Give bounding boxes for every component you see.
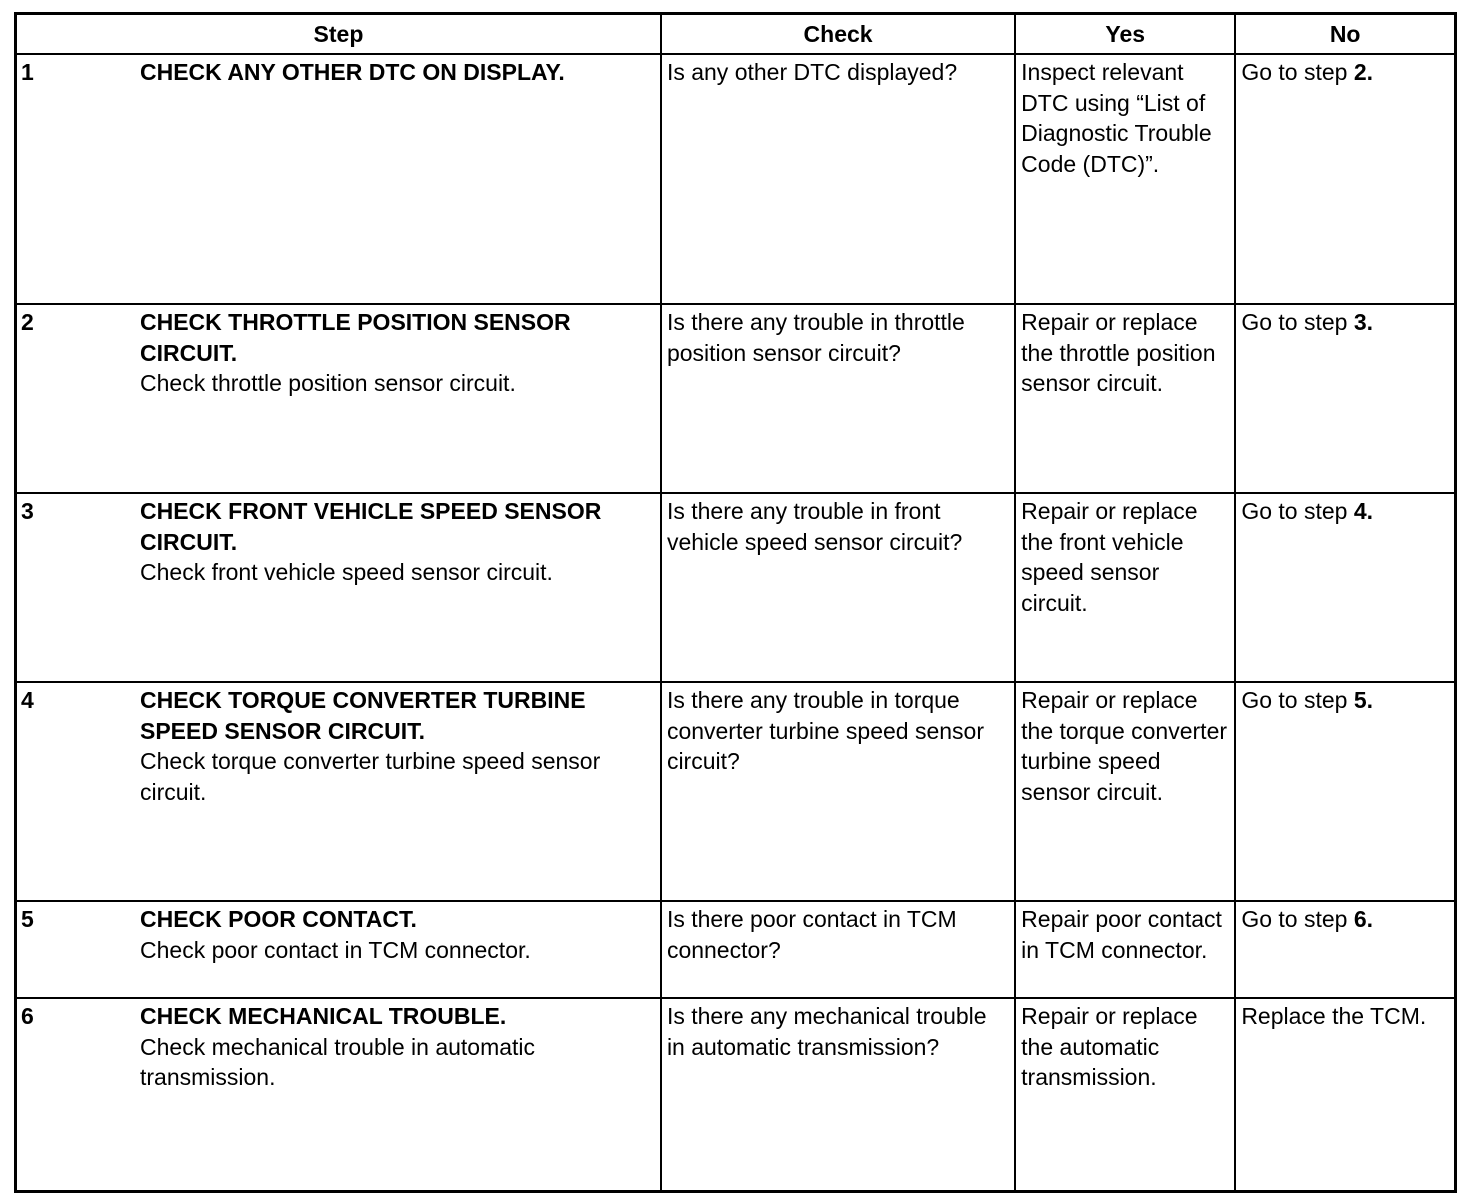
check-cell — [661, 304, 1015, 493]
step-number: 1 — [21, 59, 34, 85]
step-description: Check front vehicle speed sensor circuit. — [140, 559, 553, 585]
no-cell — [1235, 901, 1455, 998]
step-number: 4 — [21, 687, 34, 713]
table-row — [16, 54, 1456, 304]
step-cell — [16, 493, 661, 682]
no-cell — [1235, 54, 1455, 304]
table-row — [16, 493, 1456, 682]
step-description: Check torque converter turbine speed sensor circuit. — [140, 748, 601, 805]
no-cell — [1235, 998, 1455, 1191]
header-row — [16, 14, 1456, 55]
step-cell — [16, 682, 661, 901]
step-number: 2 — [21, 309, 34, 335]
header-step: Step — [16, 14, 661, 55]
step-title: CHECK MECHANICAL TROUBLE. — [140, 1003, 507, 1029]
check-cell — [661, 901, 1015, 998]
no-step-ref: 6. — [1353, 906, 1374, 932]
no-step-ref: 5. — [1353, 687, 1374, 713]
check-text: Is there any trouble in throttle position sensor circuit? — [666, 309, 965, 366]
header-no: No — [1235, 14, 1455, 55]
check-cell — [661, 493, 1015, 682]
check-text: Is any other DTC displayed? — [666, 59, 958, 85]
yes-cell — [1015, 682, 1235, 901]
no-text: Go to step — [1241, 687, 1348, 713]
step-description: Check mechanical trouble in automatic transmission. — [140, 1033, 536, 1090]
no-step-ref: 4. — [1353, 498, 1374, 524]
no-text: Replace the TCM. — [1241, 1003, 1427, 1029]
step-cell — [16, 304, 661, 493]
step-title: CHECK FRONT VEHICLE SPEED SENSOR CIRCUIT. — [140, 498, 602, 555]
yes-text: Repair poor contact in TCM connector. — [1021, 906, 1222, 963]
step-number: 6 — [21, 1003, 34, 1029]
step-number: 3 — [21, 498, 34, 524]
check-cell — [661, 54, 1015, 304]
header-yes: Yes — [1015, 14, 1235, 55]
yes-cell — [1015, 54, 1235, 304]
check-text: Is there any trouble in torque converter turbine speed sensor circuit? — [666, 687, 985, 774]
step-title: CHECK ANY OTHER DTC ON DISPLAY. — [140, 59, 565, 85]
no-cell — [1235, 493, 1455, 682]
step-description: Check throttle position sensor circuit. — [140, 370, 516, 396]
yes-text: Repair or replace the automatic transmission. — [1021, 1003, 1198, 1090]
no-cell — [1235, 304, 1455, 493]
yes-text: Inspect relevant DTC using “List of Diagnostic Trouble Code (DTC)”. — [1021, 59, 1212, 177]
check-cell — [661, 682, 1015, 901]
check-text: Is there poor contact in TCM connector? — [666, 906, 957, 963]
table-row — [16, 998, 1456, 1191]
yes-text: Repair or replace the front vehicle speed sensor circuit. — [1021, 498, 1198, 616]
step-title: CHECK TORQUE CONVERTER TURBINE SPEED SENSOR CIRCUIT. — [140, 687, 586, 744]
check-text: Is there any trouble in front vehicle speed sensor circuit? — [666, 498, 963, 555]
no-text: Go to step — [1241, 498, 1348, 524]
yes-cell — [1015, 998, 1235, 1191]
no-step-ref: 3. — [1353, 309, 1374, 335]
step-cell — [16, 54, 661, 304]
yes-text: Repair or replace the torque converter turbine speed sensor circuit. — [1021, 687, 1228, 805]
no-step-ref: 2. — [1353, 59, 1374, 85]
table-row — [16, 682, 1456, 901]
step-cell — [16, 901, 661, 998]
no-text: Go to step — [1241, 59, 1348, 85]
yes-cell — [1015, 493, 1235, 682]
header-check: Check — [661, 14, 1015, 55]
yes-cell — [1015, 901, 1235, 998]
step-title: CHECK THROTTLE POSITION SENSOR CIRCUIT. — [140, 309, 571, 366]
check-text: Is there any mechanical trouble in automatic transmission? — [666, 1003, 987, 1060]
no-text: Go to step — [1241, 309, 1348, 335]
diagnostic-table — [14, 12, 1457, 1193]
table-row — [16, 901, 1456, 998]
step-cell — [16, 998, 661, 1191]
no-cell — [1235, 682, 1455, 901]
step-title: CHECK POOR CONTACT. — [140, 906, 417, 932]
step-description: Check poor contact in TCM connector. — [140, 936, 531, 963]
step-number: 5 — [21, 906, 34, 932]
table-row — [16, 304, 1456, 493]
check-cell — [661, 998, 1015, 1191]
yes-text: Repair or replace the throttle position sensor circuit. — [1021, 309, 1216, 396]
no-text: Go to step — [1241, 906, 1348, 932]
yes-cell — [1015, 304, 1235, 493]
